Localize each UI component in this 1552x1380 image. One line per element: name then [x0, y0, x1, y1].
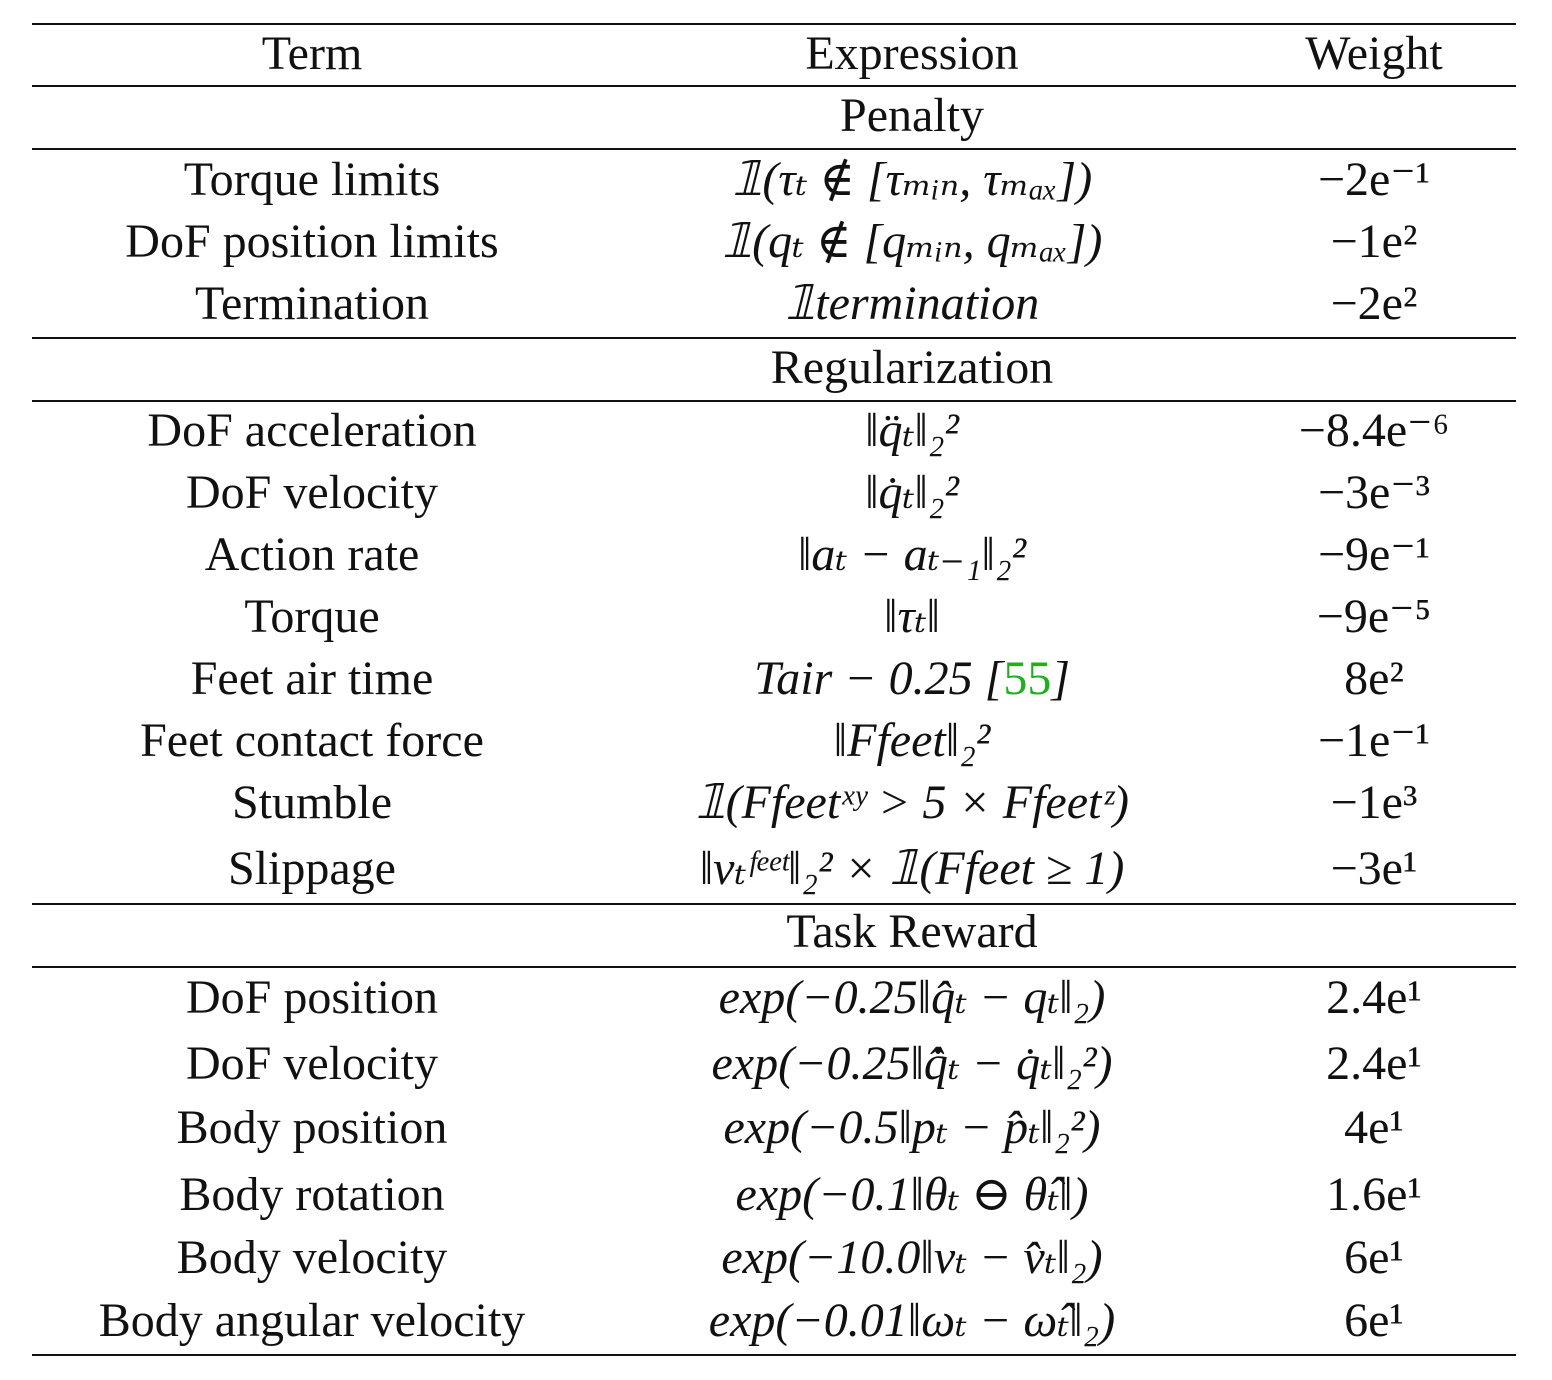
expression-cell: ‖τₜ‖: [884, 590, 940, 643]
expression-cell: ‖vₜᶠᵉᵉᵗ‖₂² × 𝟙(Ffeet ≥ 1): [699, 842, 1125, 895]
expression-cell: exp(−0.01‖ωₜ − ω̂ₜ‖₂): [708, 1294, 1116, 1347]
expression-text-end: ]: [1051, 652, 1071, 705]
term-cell: Body rotation: [179, 1168, 445, 1221]
section-title-penalty: Penalty: [840, 89, 984, 142]
table-row: [32, 149, 1516, 211]
term-cell: DoF position: [185, 971, 439, 1024]
table-row: [32, 772, 1516, 834]
term-cell: Body position: [176, 1101, 448, 1154]
header-term: Term: [261, 27, 363, 80]
citation-link[interactable]: 55: [1003, 652, 1052, 705]
term-cell: Body velocity: [176, 1231, 448, 1284]
term-cell: Termination: [195, 277, 429, 330]
table-row: [32, 524, 1516, 586]
weight-cell: −2e²: [1330, 277, 1418, 330]
term-cell: Slippage: [228, 842, 396, 895]
header-weight: Weight: [1305, 27, 1443, 80]
expression-cell: 𝟙(Ffeetˣʸ > 5 × Ffeetᶻ): [695, 776, 1129, 829]
term-cell: Torque limits: [183, 153, 441, 206]
table-row: [32, 838, 1516, 900]
weight-cell: 8e²: [1344, 652, 1404, 705]
weight-cell: 4e¹: [1344, 1101, 1404, 1154]
section-title-regularization: Regularization: [770, 341, 1054, 394]
table-row: [32, 1227, 1516, 1289]
expression-cell: exp(−0.25‖q̂ₜ − qₜ‖₂): [718, 971, 1106, 1024]
expression-cell: 𝟙(τₜ ∉ [τₘᵢₙ, τₘₐₓ]): [731, 153, 1093, 206]
table-row: [32, 400, 1516, 462]
weight-cell: −9e⁻¹: [1317, 528, 1431, 581]
expression-cell: ‖q̇ₜ‖₂²: [865, 466, 959, 519]
expression-cell: ‖q̈ₜ‖₂²: [865, 404, 959, 457]
term-cell: DoF position limits: [125, 215, 499, 268]
weight-cell: −1e⁻¹: [1317, 714, 1431, 767]
table-row: [32, 1164, 1516, 1226]
table-row: [32, 211, 1516, 273]
table-row: [32, 710, 1516, 772]
term-cell: Torque: [244, 590, 380, 643]
table-bottom-rule: [32, 1354, 1516, 1356]
expression-cell: exp(−0.1‖θₜ ⊖ θ̂ₜ‖): [735, 1168, 1089, 1221]
weight-cell: −3e⁻³: [1317, 466, 1431, 519]
expression-cell: exp(−0.25‖q̂̇ₜ − q̇ₜ‖₂²): [711, 1037, 1113, 1090]
term-cell: Body angular velocity: [98, 1294, 526, 1347]
weight-cell: 6e¹: [1344, 1294, 1404, 1347]
weight-cell: 2.4e¹: [1326, 1037, 1422, 1090]
term-cell: Action rate: [204, 528, 420, 581]
weight-cell: −1e²: [1330, 215, 1418, 268]
weight-cell: −3e¹: [1330, 842, 1418, 895]
term-cell: Stumble: [231, 776, 392, 829]
table-row: [32, 1290, 1516, 1352]
expression-cell: [592, 648, 1232, 710]
term-cell: DoF velocity: [186, 466, 438, 519]
expression-cell: ‖Ffeet‖₂²: [833, 714, 991, 767]
expression-cell: exp(−0.5‖pₜ − p̂ₜ‖₂²): [723, 1101, 1101, 1154]
expression-cell: exp(−10.0‖vₜ − v̂ₜ‖₂): [721, 1231, 1103, 1284]
term-cell: Feet air time: [190, 652, 434, 705]
term-cell: DoF velocity: [186, 1037, 438, 1090]
weight-cell: 6e¹: [1344, 1231, 1404, 1284]
table-row: [32, 1097, 1516, 1159]
table-row: [32, 586, 1516, 648]
header-expression: Expression: [805, 27, 1019, 80]
section-title-task-reward: Task Reward: [786, 905, 1038, 958]
expression-cell: 𝟙termination: [784, 277, 1040, 330]
weight-cell: −8.4e⁻⁶: [1298, 404, 1450, 457]
weight-cell: 2.4e¹: [1326, 971, 1422, 1024]
weight-cell: −2e⁻¹: [1317, 153, 1431, 206]
weight-cell: 1.6e¹: [1326, 1168, 1422, 1221]
table-row: [32, 462, 1516, 524]
table-row: [32, 1033, 1516, 1095]
term-cell: DoF acceleration: [147, 404, 477, 457]
weight-cell: −9e⁻⁵: [1316, 590, 1432, 643]
expression-cell: ‖aₜ − aₜ₋₁‖₂²: [797, 528, 1027, 581]
expression-cell: 𝟙(qₜ ∉ [qₘᵢₙ, qₘₐₓ]): [721, 215, 1103, 268]
term-cell: Feet contact force: [140, 714, 484, 767]
table-row: [32, 648, 1516, 710]
table-row: [32, 273, 1516, 335]
weight-cell: −1e³: [1330, 776, 1418, 829]
expression-text: Tair − 0.25 [: [753, 652, 1004, 705]
table-row: [32, 967, 1516, 1029]
table-header-row: [32, 23, 1516, 85]
